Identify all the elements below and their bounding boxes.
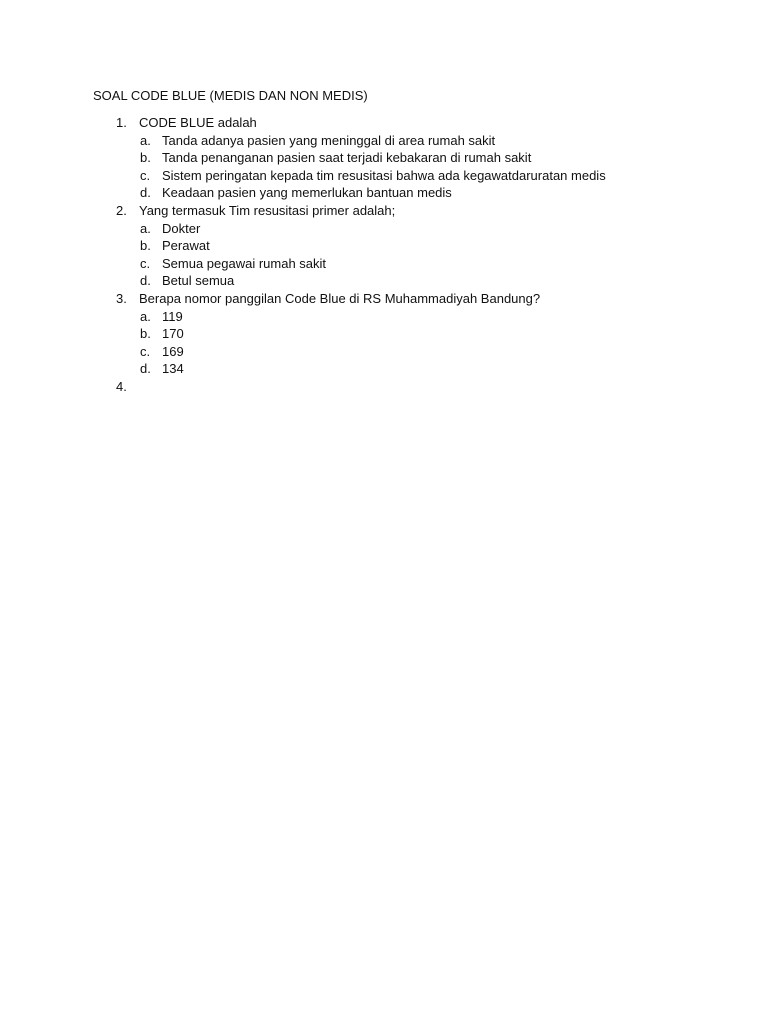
document-title: SOAL CODE BLUE (MEDIS DAN NON MEDIS) <box>93 88 368 103</box>
option-text: 119 <box>162 308 183 324</box>
option-row <box>0 184 768 202</box>
option-text: 134 <box>162 361 184 377</box>
option-letter: b. <box>140 326 151 342</box>
option-text: Perawat <box>162 238 210 254</box>
option-letter: d. <box>140 185 151 201</box>
option-text: Semua pegawai rumah sakit <box>162 255 327 271</box>
option-text: Sistem peringatan kepada tim resusitasi bahwa ada kegawatdaruratan medis <box>162 167 606 183</box>
question-number: 1. <box>116 115 127 130</box>
option-row <box>0 167 768 185</box>
question-number: 3. <box>116 290 127 306</box>
option-row <box>0 308 768 326</box>
question-row-4 <box>0 378 768 396</box>
option-row <box>0 149 768 167</box>
option-row <box>0 272 768 290</box>
question-text: Berapa nomor panggilan Code Blue di RS Muhammadiyah Bandung? <box>139 290 541 306</box>
option-text: Tanda adanya pasien yang meninggal di area rumah sakit <box>162 132 496 148</box>
question-number: 2. <box>116 202 127 218</box>
option-row <box>0 325 768 343</box>
question-text: Yang termasuk Tim resusitasi primer adalah; <box>139 202 396 218</box>
option-letter: d. <box>140 273 151 289</box>
question-list <box>0 114 768 396</box>
option-row <box>0 237 768 255</box>
option-letter: a. <box>140 132 151 148</box>
option-text: 169 <box>162 343 184 359</box>
question-row-1 <box>0 114 768 132</box>
option-text: Keadaan pasien yang memerlukan bantuan medis <box>162 185 452 201</box>
option-letter: d. <box>140 361 151 377</box>
option-letter: a. <box>140 220 151 236</box>
option-letter: b. <box>140 238 151 254</box>
option-text: Dokter <box>162 220 201 236</box>
question-number: 4. <box>116 378 127 394</box>
option-letter: c. <box>140 167 151 183</box>
question-row-2 <box>0 202 768 220</box>
option-text: Tanda penanganan pasien saat terjadi kebakaran di rumah sakit <box>162 150 532 166</box>
option-row <box>0 255 768 273</box>
option-letter: b. <box>140 150 151 166</box>
option-letter: c. <box>140 343 151 359</box>
option-row <box>0 343 768 361</box>
option-text: Betul semua <box>162 273 235 289</box>
option-row <box>0 132 768 150</box>
option-text: 170 <box>162 326 184 342</box>
option-row <box>0 360 768 378</box>
option-letter: a. <box>140 308 151 324</box>
question-row-3 <box>0 290 768 308</box>
option-letter: c. <box>140 255 151 271</box>
question-text: CODE BLUE adalah <box>139 115 257 130</box>
option-row <box>0 220 768 238</box>
